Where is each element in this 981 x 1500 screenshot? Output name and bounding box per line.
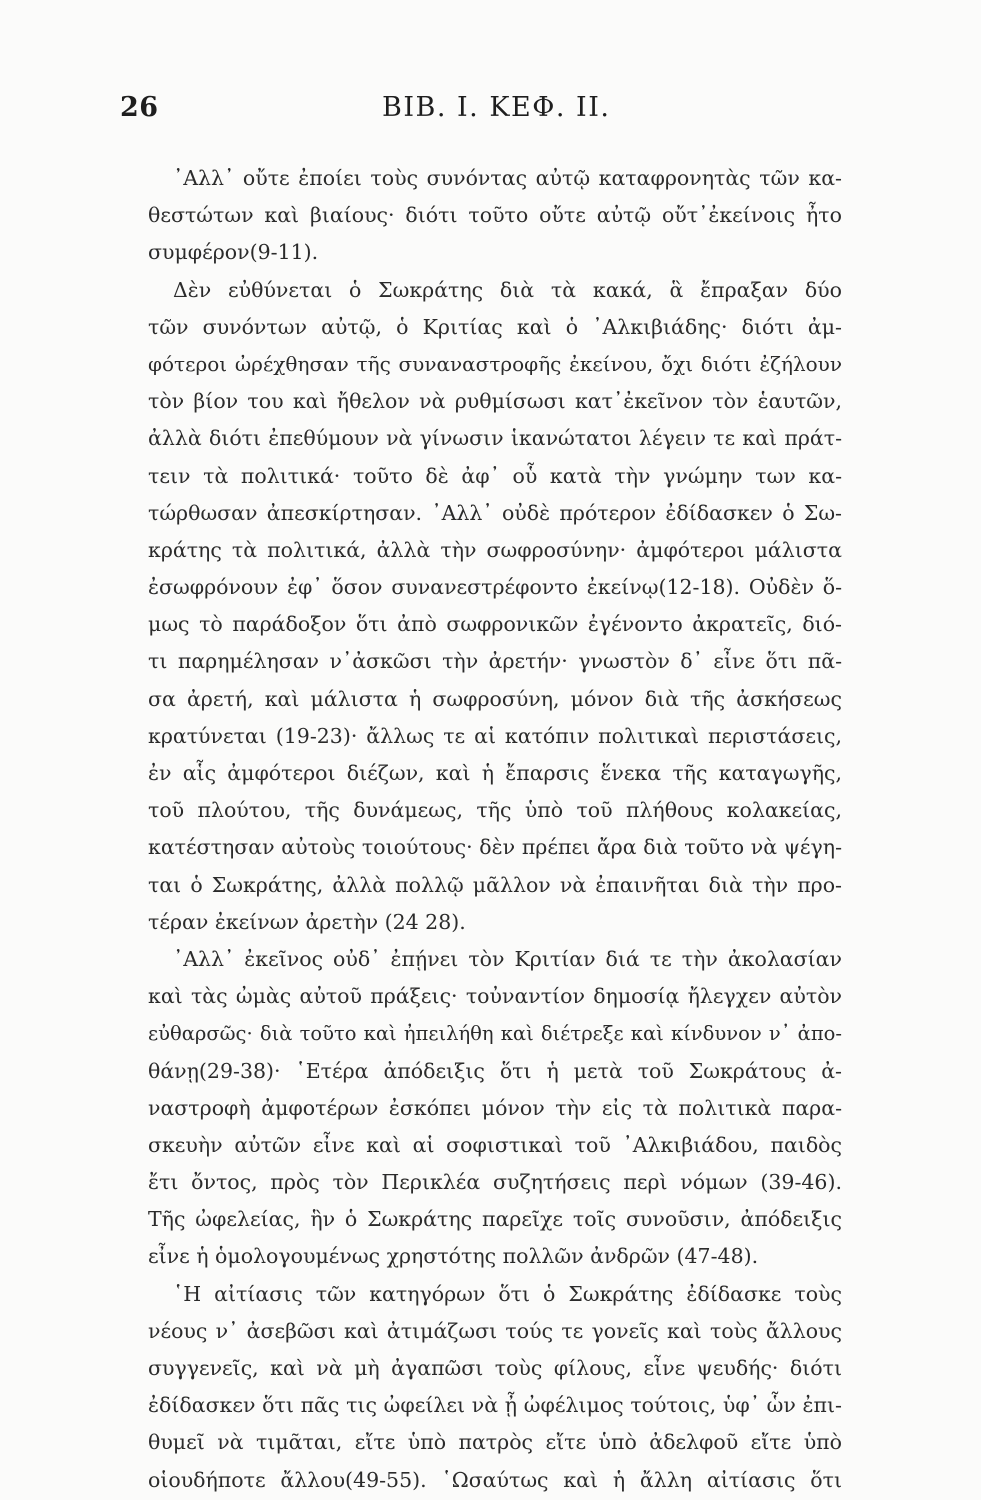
text-line: ἐδίδασκεν ὅτι πᾶς τις ὠφείλει νὰ ᾖ ὠφέλιμος τούτοις, ὑφ᾿ ὧν ἐπι- <box>148 1393 842 1418</box>
text-line: ται ὁ Σωκράτης, ἀλλὰ πολλῷ μᾶλλον νὰ ἐπαινῆται διὰ τὴν προ- <box>148 872 842 897</box>
text-line: εἶνε ἡ ὁμολογουμένως χρηστότης πολλῶν ἀνδρῶν (47-48). <box>148 1244 759 1269</box>
text-line: σκευὴν αὐτῶν εἶνε καὶ αἱ σοφιστικαὶ τοῦ ᾿Αλκιβιάδου, παιδὸς <box>148 1132 842 1157</box>
text-line: ᾿Αλλ᾿ ἐκεῖνος οὐδ᾿ ἐπῄνει τὸν Κριτίαν διά τε τὴν ἀκολασίαν <box>173 946 842 971</box>
text-line: τι παρημέλησαν ν᾿ἀσκῶσι τὴν ἀρετήν· γνωστὸν δ᾿ εἶνε ὅτι πᾶ- <box>148 649 842 674</box>
text-line: ῾Η αἰτίασις τῶν κατηγόρων ὅτι ὁ Σωκράτης ἐδίδασκε τοὺς <box>173 1281 842 1306</box>
text-line: τειν τὰ πολιτικά· τοῦτο δὲ ἀφ᾿ οὗ κατὰ τὴν γνώμην των κα- <box>148 463 842 488</box>
text-line: νέους ν᾿ ἀσεβῶσι καὶ ἀτιμάζωσι τούς τε γονεῖς καὶ τοὺς ἄλλους <box>148 1318 842 1343</box>
text-line: θυμεῖ νὰ τιμᾶται, εἴτε ὑπὸ πατρὸς εἴτε ὑπὸ ἀδελφοῦ εἴτε ὑπὸ <box>148 1430 842 1455</box>
text-line: τὸν βίον του καὶ ἤθελον νὰ ρυθμίσωσι κατ᾿ἐκεῖνον τὸν ἑαυτῶν, <box>148 389 842 414</box>
text-line: ναστροφὴ ἀμφοτέρων ἐσκόπει μόνον τὴν εἰς τὰ πολιτικὰ παρα- <box>148 1095 842 1120</box>
text-line: μως τὸ παράδοξον ὅτι ἀπὸ σωφρονικῶν ἐγένοντο ἀκρατεῖς, διό- <box>148 612 842 637</box>
text-line: εὐθαρσῶς· διὰ τοῦτο καὶ ἠπειλήθη καὶ διέτρεξε καὶ κίνδυνον ν᾿ ἀπο- <box>148 1022 842 1046</box>
text-line: τέραν ἐκείνων ἀρετὴν (24 28). <box>148 909 466 934</box>
text-line: θεστώτων καὶ βιαίους· διότι τοῦτο οὔτε αὐτῷ οὔτ᾿ἐκείνοις ἦτο <box>148 203 842 228</box>
text-line: κρατύνεται (19-23)· ἄλλως τε αἱ κατόπιν πολιτικαὶ περιστάσεις, <box>148 723 842 748</box>
text-line: Τῆς ὠφελείας, ἣν ὁ Σωκράτης παρεῖχε τοῖς συνοῦσιν, ἀπόδειξις <box>148 1207 842 1232</box>
text-line: συμφέρον(9-11). <box>148 240 319 265</box>
text-line: ἐσωφρόνουν ἐφ᾿ ὅσον συνανεστρέφοντο ἐκείνῳ(12-18). Οὐδὲν ὅ- <box>148 575 842 600</box>
page-header <box>120 92 840 132</box>
text-line: τώρθωσαν ἀπεσκίρτησαν. ᾿Αλλ᾿ οὐδὲ πρότερον ἐδίδασκεν ὁ Σω- <box>148 500 842 525</box>
text-line: οἱουδήποτε ἄλλου(49-55). ῾Ωσαύτως καὶ ἡ ἄλλη αἰτίασις ὅτι <box>148 1467 842 1492</box>
page-number: 26 <box>120 92 159 123</box>
body-text <box>148 160 842 1499</box>
text-line: Δὲν εὐθύνεται ὁ Σωκράτης διὰ τὰ κακά, ἃ ἔπραξαν δύο <box>173 277 842 302</box>
text-line: ἔτι ὄντος, πρὸς τὸν Περικλέα συζητήσεις περὶ νόμων (39-46). <box>148 1170 842 1195</box>
text-line: κατέστησαν αὐτοὺς τοιούτους· δὲν πρέπει ἄρα διὰ τοῦτο νὰ ψέγη- <box>148 835 842 860</box>
text-line: σα ἀρετή, καὶ μάλιστα ἡ σωφροσύνη, μόνον διὰ τῆς ἀσκήσεως <box>148 686 842 711</box>
text-line: ᾿Αλλ᾿ οὔτε ἐποίει τοὺς συνόντας αὐτῷ καταφρονητὰς τῶν κα- <box>173 166 842 190</box>
text-line: κράτης τὰ πολιτικά, ἀλλὰ τὴν σωφροσύνην· ἀμφότεροι μάλιστα <box>148 537 842 562</box>
text-line: καὶ τὰς ὠμὰς αὐτοῦ πράξεις· τοὐναντίον δημοσίᾳ ἤλεγχεν αὐτὸν <box>148 984 842 1009</box>
running-title: ΒΙΒ. Ι. ΚΕΦ. ΙΙ. <box>382 92 611 123</box>
text-line: θάνῃ(29-38)· ῾Ετέρα ἀπόδειξις ὅτι ἡ μετὰ τοῦ Σωκράτους ἀ- <box>148 1058 842 1083</box>
text-line: ἀλλὰ διότι ἐπεθύμουν νὰ γίνωσιν ἱκανώτατοι λέγειν τε καὶ πράτ- <box>148 426 842 451</box>
text-line: τῶν συνόντων αὐτῷ, ὁ Κριτίας καὶ ὁ ᾿Αλκιβιάδης· διότι ἀμ- <box>148 314 842 339</box>
text-line: φότεροι ὠρέχθησαν τῆς συναναστροφῆς ἐκείνου, ὄχι διότι ἐζήλουν <box>148 351 842 376</box>
text-line: συγγενεῖς, καὶ νὰ μὴ ἀγαπῶσι τοὺς φίλους, εἶνε ψευδής· διότι <box>148 1356 842 1380</box>
text-line: τοῦ πλούτου, τῆς δυνάμεως, τῆς ὑπὸ τοῦ πλήθους κολακείας, <box>148 798 842 823</box>
text-line: ἐν αἷς ἀμφότεροι διέζων, καὶ ἡ ἔπαρσις ἕνεκα τῆς καταγωγῆς, <box>148 761 842 785</box>
